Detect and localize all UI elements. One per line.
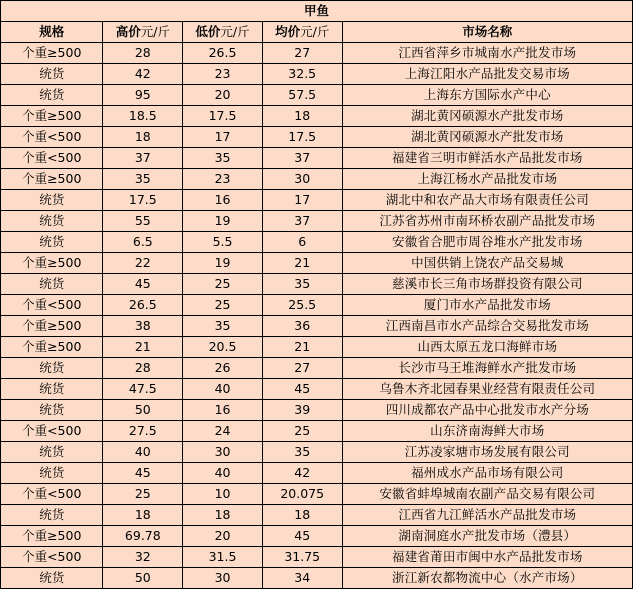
table-row bbox=[1, 169, 633, 190]
cell-high: 69.78 bbox=[103, 526, 183, 547]
cell-spec: 统货 bbox=[1, 379, 103, 400]
cell-avg: 27 bbox=[262, 358, 342, 379]
cell-market: 上海江阳水产品批发交易市场 bbox=[342, 64, 632, 85]
header-row bbox=[1, 22, 633, 43]
cell-avg: 21 bbox=[262, 337, 342, 358]
cell-avg: 18 bbox=[262, 505, 342, 526]
cell-avg: 25.5 bbox=[262, 295, 342, 316]
cell-market: 浙江新农都物流中心（水产市场） bbox=[342, 568, 632, 589]
table-row bbox=[1, 232, 633, 253]
cell-spec: 个重<500 bbox=[1, 547, 103, 568]
cell-high: 38 bbox=[103, 316, 183, 337]
cell-high: 50 bbox=[103, 568, 183, 589]
table-row bbox=[1, 64, 633, 85]
cell-market: 安徽省合肥市周谷堆水产批发市场 bbox=[342, 232, 632, 253]
header-low bbox=[183, 22, 263, 43]
cell-market: 乌鲁木齐北园春果业经营有限责任公司 bbox=[342, 379, 632, 400]
cell-spec: 统货 bbox=[1, 190, 103, 211]
cell-spec: 统货 bbox=[1, 232, 103, 253]
cell-market: 湖北黄冈硕源水产批发市场 bbox=[342, 106, 632, 127]
cell-avg: 18 bbox=[262, 106, 342, 127]
cell-high: 45 bbox=[103, 274, 183, 295]
cell-high: 95 bbox=[103, 85, 183, 106]
cell-spec: 个重≥500 bbox=[1, 253, 103, 274]
cell-spec: 个重<500 bbox=[1, 127, 103, 148]
table-row bbox=[1, 148, 633, 169]
header-avg-unit: 元/斤 bbox=[300, 24, 330, 39]
table-title-row bbox=[1, 1, 633, 22]
cell-high: 50 bbox=[103, 400, 183, 421]
cell-high: 35 bbox=[103, 169, 183, 190]
cell-high: 40 bbox=[103, 442, 183, 463]
cell-spec: 统货 bbox=[1, 568, 103, 589]
header-low-unit: 元/斤 bbox=[220, 24, 250, 39]
cell-avg: 27 bbox=[262, 43, 342, 64]
cell-spec: 个重≥500 bbox=[1, 526, 103, 547]
cell-low: 10 bbox=[183, 484, 263, 505]
cell-high: 6.5 bbox=[103, 232, 183, 253]
cell-spec: 统货 bbox=[1, 505, 103, 526]
cell-market: 福建省三明市鲜活水产品批发市场 bbox=[342, 148, 632, 169]
table-row bbox=[1, 379, 633, 400]
cell-high: 22 bbox=[103, 253, 183, 274]
cell-avg: 35 bbox=[262, 274, 342, 295]
cell-spec: 统货 bbox=[1, 64, 103, 85]
cell-low: 26.5 bbox=[183, 43, 263, 64]
cell-low: 30 bbox=[183, 568, 263, 589]
cell-avg: 21 bbox=[262, 253, 342, 274]
header-high bbox=[103, 22, 183, 43]
cell-market: 长沙市马王堆海鲜水产批发市场 bbox=[342, 358, 632, 379]
cell-spec: 个重≥500 bbox=[1, 169, 103, 190]
table-row bbox=[1, 421, 633, 442]
cell-avg: 37 bbox=[262, 211, 342, 232]
cell-avg: 57.5 bbox=[262, 85, 342, 106]
table-row bbox=[1, 358, 633, 379]
table-row bbox=[1, 127, 633, 148]
cell-spec: 个重<500 bbox=[1, 148, 103, 169]
cell-spec: 统货 bbox=[1, 400, 103, 421]
header-avg-label: 均价 bbox=[275, 24, 301, 39]
cell-market: 上海东方国际水产中心 bbox=[342, 85, 632, 106]
cell-market: 安徽省蚌埠城南农副产品交易有限公司 bbox=[342, 484, 632, 505]
cell-high: 26.5 bbox=[103, 295, 183, 316]
cell-spec: 统货 bbox=[1, 442, 103, 463]
header-high-unit: 元/斤 bbox=[140, 24, 170, 39]
table-row bbox=[1, 274, 633, 295]
cell-low: 25 bbox=[183, 274, 263, 295]
cell-market: 山西太原五龙口海鲜市场 bbox=[342, 337, 632, 358]
cell-high: 17.5 bbox=[103, 190, 183, 211]
cell-market: 四川成都农产品中心批发市水产分场 bbox=[342, 400, 632, 421]
cell-market: 江西南昌市水产品综合交易批发市场 bbox=[342, 316, 632, 337]
cell-low: 35 bbox=[183, 148, 263, 169]
table-row bbox=[1, 85, 633, 106]
cell-low: 40 bbox=[183, 379, 263, 400]
table-row bbox=[1, 211, 633, 232]
cell-avg: 37 bbox=[262, 148, 342, 169]
cell-spec: 统货 bbox=[1, 463, 103, 484]
cell-low: 16 bbox=[183, 190, 263, 211]
cell-market: 湖南洞庭水产批发市场（澧县） bbox=[342, 526, 632, 547]
table-row bbox=[1, 484, 633, 505]
table-row bbox=[1, 43, 633, 64]
cell-market: 福建省莆田市闽中水产品批发市场 bbox=[342, 547, 632, 568]
cell-low: 31.5 bbox=[183, 547, 263, 568]
cell-market: 江苏省苏州市南环桥农副产品批发市场 bbox=[342, 211, 632, 232]
cell-avg: 17.5 bbox=[262, 127, 342, 148]
cell-spec: 个重<500 bbox=[1, 295, 103, 316]
table-row bbox=[1, 190, 633, 211]
table-row bbox=[1, 526, 633, 547]
cell-low: 23 bbox=[183, 64, 263, 85]
cell-low: 17.5 bbox=[183, 106, 263, 127]
cell-avg: 17 bbox=[262, 190, 342, 211]
cell-high: 45 bbox=[103, 463, 183, 484]
cell-avg: 20.075 bbox=[262, 484, 342, 505]
cell-avg: 25 bbox=[262, 421, 342, 442]
cell-low: 23 bbox=[183, 169, 263, 190]
table-row bbox=[1, 253, 633, 274]
cell-spec: 统货 bbox=[1, 274, 103, 295]
cell-avg: 36 bbox=[262, 316, 342, 337]
cell-avg: 31.75 bbox=[262, 547, 342, 568]
header-market: 市场名称 bbox=[342, 22, 632, 43]
cell-spec: 个重≥500 bbox=[1, 337, 103, 358]
table-body bbox=[1, 43, 633, 589]
table-row bbox=[1, 295, 633, 316]
table-row bbox=[1, 106, 633, 127]
cell-market: 慈溪市长三角市场群投资有限公司 bbox=[342, 274, 632, 295]
cell-high: 37 bbox=[103, 148, 183, 169]
header-avg bbox=[262, 22, 342, 43]
cell-spec: 个重≥500 bbox=[1, 43, 103, 64]
header-spec: 规格 bbox=[1, 22, 103, 43]
cell-spec: 个重<500 bbox=[1, 484, 103, 505]
cell-market: 中国供销上饶农产品交易城 bbox=[342, 253, 632, 274]
cell-high: 25 bbox=[103, 484, 183, 505]
cell-spec: 个重≥500 bbox=[1, 316, 103, 337]
cell-low: 26 bbox=[183, 358, 263, 379]
cell-market: 湖北黄冈硕源水产批发市场 bbox=[342, 127, 632, 148]
cell-high: 42 bbox=[103, 64, 183, 85]
table-row bbox=[1, 463, 633, 484]
cell-spec: 个重≥500 bbox=[1, 106, 103, 127]
cell-high: 28 bbox=[103, 358, 183, 379]
cell-low: 25 bbox=[183, 295, 263, 316]
table-row bbox=[1, 505, 633, 526]
cell-market: 上海江杨水产品批发市场 bbox=[342, 169, 632, 190]
cell-market: 江西省萍乡市城南水产批发市场 bbox=[342, 43, 632, 64]
cell-avg: 34 bbox=[262, 568, 342, 589]
cell-spec: 统货 bbox=[1, 85, 103, 106]
cell-market: 厦门市水产品批发市场 bbox=[342, 295, 632, 316]
cell-high: 32 bbox=[103, 547, 183, 568]
table-row bbox=[1, 568, 633, 589]
cell-avg: 45 bbox=[262, 379, 342, 400]
cell-avg: 35 bbox=[262, 442, 342, 463]
cell-low: 20 bbox=[183, 526, 263, 547]
cell-high: 47.5 bbox=[103, 379, 183, 400]
cell-low: 30 bbox=[183, 442, 263, 463]
table-title: 甲鱼 bbox=[1, 1, 633, 22]
table-row bbox=[1, 316, 633, 337]
cell-low: 17 bbox=[183, 127, 263, 148]
cell-high: 27.5 bbox=[103, 421, 183, 442]
header-high-label: 高价 bbox=[115, 24, 141, 39]
cell-high: 18.5 bbox=[103, 106, 183, 127]
cell-spec: 个重<500 bbox=[1, 421, 103, 442]
cell-avg: 30 bbox=[262, 169, 342, 190]
cell-low: 40 bbox=[183, 463, 263, 484]
cell-market: 湖北中和农产品大市场有限责任公司 bbox=[342, 190, 632, 211]
cell-avg: 39 bbox=[262, 400, 342, 421]
cell-avg: 45 bbox=[262, 526, 342, 547]
cell-low: 24 bbox=[183, 421, 263, 442]
table-row bbox=[1, 442, 633, 463]
cell-high: 28 bbox=[103, 43, 183, 64]
cell-high: 18 bbox=[103, 127, 183, 148]
table-row bbox=[1, 547, 633, 568]
cell-low: 35 bbox=[183, 316, 263, 337]
header-low-label: 低价 bbox=[195, 24, 221, 39]
table-row bbox=[1, 400, 633, 421]
cell-market: 福州成水产品市场有限公司 bbox=[342, 463, 632, 484]
cell-low: 19 bbox=[183, 211, 263, 232]
cell-spec: 统货 bbox=[1, 211, 103, 232]
cell-high: 18 bbox=[103, 505, 183, 526]
cell-high: 55 bbox=[103, 211, 183, 232]
cell-avg: 42 bbox=[262, 463, 342, 484]
cell-market: 江苏凌家塘市场发展有限公司 bbox=[342, 442, 632, 463]
table-row bbox=[1, 337, 633, 358]
cell-market: 江西省九江鲜活水产品批发市场 bbox=[342, 505, 632, 526]
cell-low: 19 bbox=[183, 253, 263, 274]
cell-high: 21 bbox=[103, 337, 183, 358]
cell-low: 18 bbox=[183, 505, 263, 526]
cell-low: 20 bbox=[183, 85, 263, 106]
cell-low: 5.5 bbox=[183, 232, 263, 253]
cell-low: 20.5 bbox=[183, 337, 263, 358]
cell-low: 16 bbox=[183, 400, 263, 421]
cell-avg: 32.5 bbox=[262, 64, 342, 85]
cell-avg: 6 bbox=[262, 232, 342, 253]
cell-market: 山东济南海鲜大市场 bbox=[342, 421, 632, 442]
cell-spec: 统货 bbox=[1, 358, 103, 379]
